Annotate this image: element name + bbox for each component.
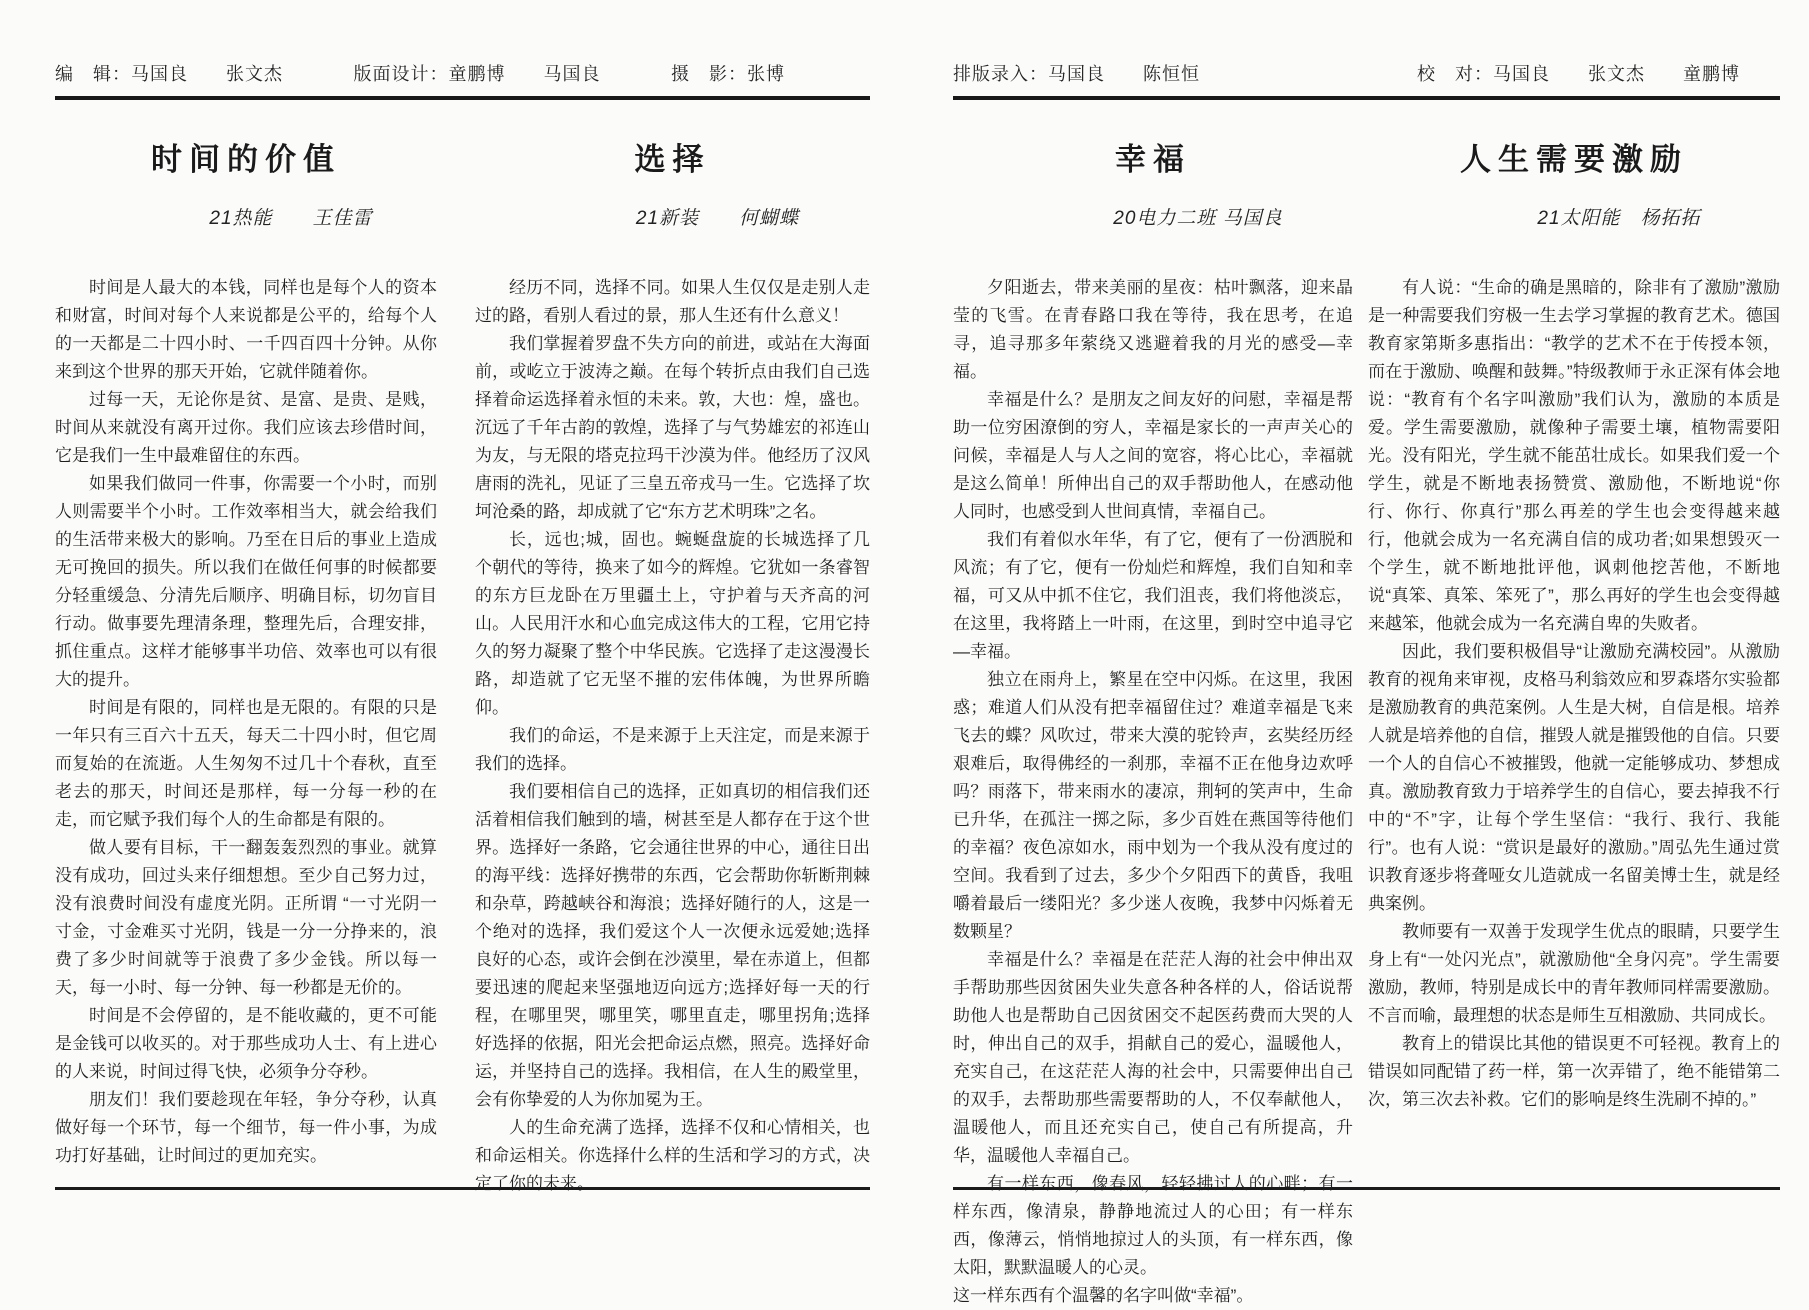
page-right-columns	[953, 100, 1780, 1310]
paragraph: 我们的命运，不是来源于上天注定，而是来源于我们的选择。	[475, 726, 870, 773]
article-time-value	[55, 100, 437, 1198]
article-body	[953, 274, 1353, 1310]
credits-left	[55, 52, 870, 100]
paragraph: 人的生命充满了选择，选择不仅和心情相关，也和命运相关。你选择什么样的生活和学习的方式，决定了你的未来。	[475, 1118, 870, 1193]
article-body	[1368, 274, 1780, 1114]
paragraph: 如果我们做同一件事，你需要一个小时，而别人则需要半个小时。工作效率相当大，就会给我们的生活带来极大的影响。乃至在日后的事业上造成无可挽回的损失。所以我们在做任何事的时候都要分轻重缓急、分清先后顺序、明确目标，切勿盲目行动。做事要先理清条理，整理先后，合理安排，抓住重点。这样才能够事半功倍、效率也可以有很大的提升。	[55, 474, 437, 689]
paragraph: 我们有着似水年华，有了它，便有了一份洒脱和风流；有了它，便有一份灿烂和辉煌，我们自知和幸福，可又从中抓不住它，我们沮丧，我们将他淡忘，在这里，我将踏上一叶雨，在这里，到时空中追寻它—幸福。	[953, 530, 1353, 661]
paragraph: 长，远也;城，固也。蜿蜒盘旋的长城选择了几个朝代的等待，换来了如今的辉煌。它犹如一条睿智的东方巨龙卧在万里疆土上，守护着与天齐高的河山。人民用汗水和心血完成这伟大的工程，它用它持久的努力凝聚了整个中华民族。它选择了走这漫漫长路，却造就了它无坚不摧的宏伟体魄，为世界所瞻仰。	[475, 530, 870, 717]
paragraph: 幸福是什么？幸福是在茫茫人海的社会中伸出双手帮助那些因贫困失业失意各种各样的人，俗话说帮助他人也是帮助自己因贫困交不起医药费而大哭的人时，伸出自己的双手，捐献自己的爱心，温暖他人，充实自己，在这茫茫人海的社会中，只需要伸出自己的双手，去帮助那些需要帮助的人，不仅奉献他人，温暖他人，而且还充实自己，使自己有所提高，升华，温暖他人幸福自己。	[953, 950, 1353, 1165]
article-title: 人生需要激励	[1460, 142, 1688, 177]
credit-item: 版面设计：童鹏博 马国良	[353, 64, 601, 84]
page-left	[55, 52, 870, 1193]
article-body	[55, 274, 437, 1170]
credits-right	[953, 52, 1780, 100]
paragraph: 时间是有限的，同样也是无限的。有限的只是一年只有三百六十五天，每天二十四小时，但它周而复始的在流逝。人生匆匆不过几十个春秋，直至老去的那天，时间还是那样，每一分每一秒的在走，而它赋予我们每个人的生命都是有限的。	[55, 698, 437, 829]
article-title: 选择	[634, 142, 711, 177]
article-happiness	[953, 100, 1353, 1310]
article-title: 幸福	[1115, 142, 1191, 177]
credit-item: 校 对：马国良 张文杰 童鹏博	[1417, 64, 1740, 84]
paragraph: 有一样东西，像春风，轻轻拂过人的心畔；有一样东西，像清泉，静静地流过人的心田；有一样东西，像薄云，悄悄地掠过人的头顶，有一样东西，像太阳，默默温暖人的心灵。	[953, 1174, 1353, 1277]
page-right	[953, 52, 1780, 1305]
credit-item: 摄 影：张博	[671, 64, 785, 84]
paragraph: 这一样东西有个温馨的名字叫做“幸福”。	[953, 1286, 1254, 1305]
paragraph: 夕阳逝去，带来美丽的星夜：枯叶飘落，迎来晶莹的飞雪。在青春路口我在等待，我在思考，在追寻，追寻那多年萦绕又逃避着我的月光的感受—幸福。	[953, 278, 1353, 381]
paragraph: 独立在雨舟上，繁星在空中闪烁。在这里，我困惑；难道人们从没有把幸福留住过？难道幸福是飞来飞去的蝶？风吹过，带来大漠的驼铃声，玄奘经历经艰难后，取得佛经的一刹那，幸福不正在他身边欢呼吗？雨落下，带来雨水的凄凉，荆轲的笑声中，生命已升华，在孤注一掷之际，多少百姓在燕国等待他们的幸福？夜色凉如水，雨中划为一个我从没有度过的空间。我看到了过去，多少个夕阳西下的黄昏，我咀嚼着最后一缕阳光？多少迷人夜晚，我梦中闪烁着无数颗星？	[953, 670, 1353, 941]
credit-item: 编 辑：马国良 张文杰	[55, 64, 283, 84]
paragraph: 经历不同，选择不同。如果人生仅仅是走别人走过的路，看别人看过的景，那人生还有什么意义！	[475, 278, 870, 325]
paragraph: 有人说：“生命的确是黑暗的，除非有了激励”激励是一种需要我们穷极一生去学习掌握的教育艺术。德国教育家第斯多惠指出：“教学的艺术不在于传授本领，而在于激励、唤醒和鼓舞。”特级教师于永正深有体会地说：“教育有个名字叫激励”我们认为，激励的本质是爱。学生需要激励，就像种子需要土壤，植物需要阳光。没有阳光，学生就不能茁壮成长。如果我们爱一个学生，就是不断地表扬赞赏、激励他，不断地说“你行、你行、你真行”那么再差的学生也会变得越来越行，他就会成为一名充满自信的成功者;如果想毁灭一个学生，就不断地批评他，讽刺他挖苦他，不断地说“真笨、真笨、笨死了”，那么再好的学生也会变得越来越笨，他就会成为一名充满自卑的失败者。	[1368, 278, 1780, 633]
paragraph: 教师要有一双善于发现学生优点的眼睛，只要学生身上有“一处闪光点”，就激励他“全身闪亮”。学生需要激励，教师，特别是成长中的青年教师同样需要激励。不言而喻，最理想的状态是师生互相激励、共同成长。	[1368, 922, 1780, 1025]
article-byline: 20电力二班 马国良	[1113, 208, 1283, 229]
paragraph: 做人要有目标，干一翻轰轰烈烈的事业。就算没有成功，回过头来仔细想想。至少自己努力过，没有浪费时间没有虚度光阴。正所谓 “一寸光阴一寸金，寸金难买寸光阴，钱是一分一分挣来的，浪费了多少时间就等于浪费了多少金钱。所以每一天，每一小时、每一分钟、每一秒都是无价的。	[55, 838, 437, 997]
article-body	[475, 274, 870, 1198]
paragraph: 幸福是什么？是朋友之间友好的问慰，幸福是帮助一位穷困潦倒的穷人，幸福是家长的一声声关心的问候，幸福是人与人之间的宽容，将心比心，幸福就是这么简单！所伸出自己的双手帮助他人，在感动他人同时，也感受到人世间真情，幸福自己。	[953, 390, 1353, 521]
article-byline: 21热能 王佳雷	[209, 208, 373, 229]
page-left-columns	[55, 100, 870, 1198]
paragraph: 过每一天，无论你是贫、是富、是贵、是贱，时间从来就没有离开过你。我们应该去珍借时间，它是我们一生中最难留住的东西。	[55, 390, 437, 465]
paragraph: 时间是不会停留的，是不能收藏的，更不可能是金钱可以收买的。对于那些成功人士、有上进心的人来说，时间过得飞快，必须争分夺秒。	[55, 1006, 437, 1081]
paragraph: 朋友们！我们要趁现在年轻，争分夺秒，认真做好每一个环节，每一个细节，每一件小事，为成功打好基础，让时间过的更加充实。	[55, 1090, 437, 1165]
article-byline: 21太阳能 杨拓拓	[1537, 208, 1701, 229]
paragraph: 我们掌握着罗盘不失方向的前进，或站在大海面前，或屹立于波涛之巅。在每个转折点由我们自己选择着命运选择着永恒的未来。敦，大也：煌，盛也。沉远了千年古韵的敦煌，选择了与气势雄宏的祁连山为友，与无限的塔克拉玛干沙漠为伴。他经历了汉风唐雨的洗礼，见证了三皇五帝戎马一生。它选择了坎坷沧桑的路，却成就了它“东方艺术明珠”之名。	[475, 334, 870, 521]
paragraph: 因此，我们要积极倡导“让激励充满校园”。从激励教育的视角来审视，皮格马利翁效应和罗森塔尔实验都是激励教育的典范案例。人生是大树，自信是根。培养人就是培养他的自信，摧毁人就是摧毁他的自信。只要一个人的自信心不被摧毁，他就一定能够成功、梦想成真。激励教育致力于培养学生的自信心，要去掉我不行中的“不”字，让每个学生坚信：“我行、我行、我能行”。也有人说：“赏识是最好的激励。”周弘先生通过赏识教育逐步将聋哑女儿造就成一名留美博士生，就是经典案例。	[1368, 642, 1780, 913]
paragraph: 教育上的错误比其他的错误更不可轻视。教育上的错误如同配错了药一样，第一次弄错了，绝不能错第二次，第三次去补救。它们的影响是终生洗刷不掉的。”	[1368, 1034, 1780, 1109]
credit-item: 排版录入：马国良 陈恒恒	[953, 64, 1200, 84]
article-byline: 21新装 何蝴蝶	[635, 208, 800, 229]
article-motivation	[1368, 100, 1780, 1310]
article-choice	[475, 100, 870, 1198]
paragraph: 时间是人最大的本钱，同样也是每个人的资本和财富，时间对每个人来说都是公平的，给每个人的一天都是二十四小时、一千四百四十分钟。从你来到这个世界的那天开始，它就伴随着你。	[55, 278, 437, 381]
article-title: 时间的价值	[151, 142, 341, 177]
paragraph: 我们要相信自己的选择，正如真切的相信我们还活着相信我们触到的墙，树甚至是人都存在于这个世界。选择好一条路，它会通往世界的中心，通往日出的海平线：选择好携带的东西，它会帮助你斩断荆棘和杂草，跨越峡谷和海浪；选择好随行的人，这是一个绝对的选择，我们爱这个人一次便永远爱她;选择良好的心态，或许会倒在沙漠里，晕在赤道上，但都要迅速的爬起来坚强地迈向远方;选择好每一天的行程，在哪里哭，哪里笑，哪里直走，哪里拐角;选择好选择的依据，阳光会把命运点燃，照亮。选择好命运，并坚持自己的选择。我相信，在人生的殿堂里，会有你挚爱的人为你加冕为王。	[475, 782, 870, 1109]
